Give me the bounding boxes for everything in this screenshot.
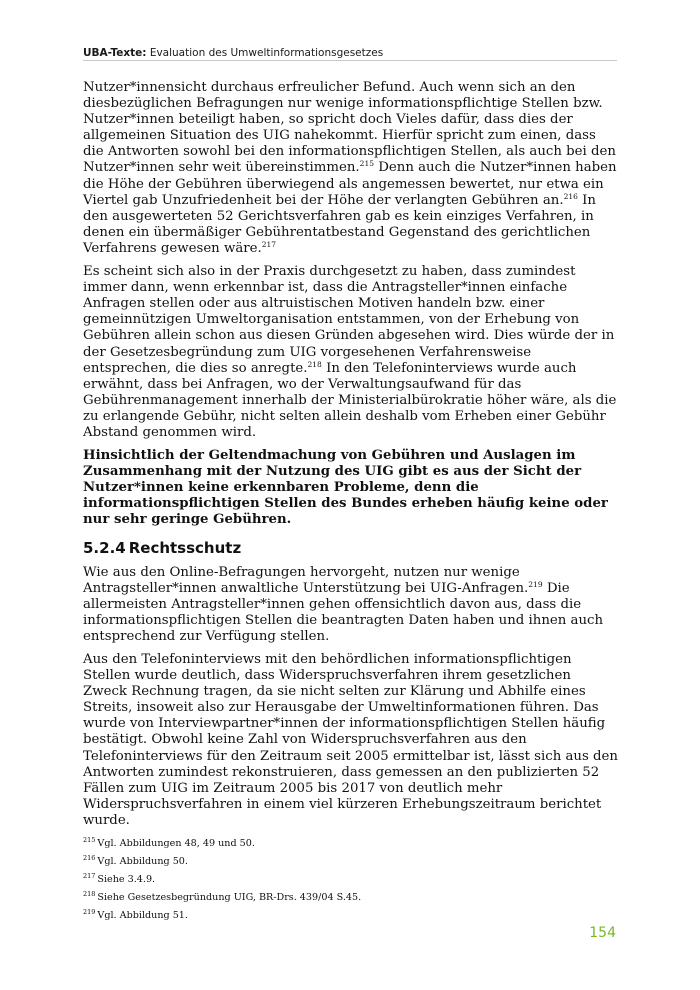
- footnote-219: [83, 909, 619, 927]
- footnote-ref-217: 217: [261, 239, 277, 249]
- header-series: UBA-Texte:: [83, 47, 147, 59]
- header-title: Evaluation des Umweltinformationsgesetzes: [149, 47, 384, 59]
- paragraph-5: Aus den Telefoninterviews mit den behördlichen informationspflichtigen Stellen wurde deutlich, dass Widerspruchsverfahren ihrem gesetzlichen Zweck Rechnung tragen, da sie nicht selten zur Klärung und Abhilfe eines Streits, insoweit also zur Herausgabe der Umweltinformationen führen. Das wurde von Interviewpartner*innen der informationspflichtigen Stellen häufig bestätigt. Obwohl keine Zahl von Widerspruchsverfahren aus den Telefoninterviews für den Zeitraum seit 2005 ermittelbar ist, lässt sich aus den Antworten zumindest rekonstruieren, dass gemessen an den publizierten 52 Fällen zum UIG im Zeitraum 2005 bis 2017 von deutlich mehr Widerspruchsverfahren in einem viel kürzeren Erhebungszeitraum berichtet wurde.: [83, 652, 618, 828]
- paragraph-1-text-b: Denn auch die Nutzer*innen haben die Höhe der Gebühren überwiegend als angemessen bewertet, nur etwa ein Viertel gab Unzufriedenheit bei der Höhe der verlangten Gebühren an.: [83, 160, 617, 208]
- section-number: 5.2.4: [83, 538, 126, 557]
- paragraph-2-text-b: In den Telefoninterviews wurde auch erwähnt, dass bei Anfragen, wo der Verwaltungsaufwand für das Gebührenmanagement innerhalb der Ministerialbürokratie höher wäre, als die zu erlangende Gebühr, nicht selten allein deshalb vom Erheben einer Gebühr Abstand genommen wird.: [83, 360, 617, 440]
- footnote-216: [83, 855, 619, 873]
- page-number: 154: [589, 925, 616, 941]
- footnote-ref-215: 215: [359, 159, 374, 169]
- body-text: [83, 80, 619, 836]
- footnote-text: Siehe 3.4.9.: [97, 874, 156, 885]
- footnote-218: [83, 891, 619, 909]
- section-heading: [83, 539, 619, 558]
- paragraph-4: [83, 565, 619, 645]
- footnote-215: [83, 837, 619, 855]
- footnote-ref-218: 218: [307, 359, 322, 369]
- footnote-number: 215: [83, 836, 96, 844]
- footnote-number: 218: [83, 890, 96, 898]
- running-header: [83, 47, 617, 59]
- footnote-number: 217: [83, 872, 96, 880]
- footnote-text: Vgl. Abbildung 50.: [97, 856, 188, 867]
- paragraph-4-text-a: Wie aus den Online-Befragungen hervorgeht, nutzen nur wenige Antragsteller*innen anwaltliche Unterstützung bei UIG-Anfragen.: [83, 564, 529, 596]
- footnote-number: 216: [83, 854, 96, 862]
- footnote-ref-216: 216: [563, 191, 578, 201]
- summary-paragraph: Hinsichtlich der Geltendmachung von Gebühren und Auslagen im Zusammenhang mit der Nutzung des UIG gibt es aus der Sicht der Nutzer*innen keine erkennbaren Probleme, denn die informationspflichtigen Stellen des Bundes erheben häufig keine oder nur sehr geringe Gebühren.: [83, 448, 608, 528]
- paragraph-4-text-b: Die allermeisten Antragsteller*innen gehen offensichtlich davon aus, dass die informationspflichtigen Stellen die beantragten Daten haben und ihnen auch entsprechend zur Verfügung stellen.: [83, 580, 604, 644]
- header-rule: [83, 60, 617, 61]
- paragraph-2-text-a: Es scheint sich also in der Praxis durchgesetzt zu haben, dass zumindest immer dann, wenn erkennbar ist, dass die Antragsteller*innen einfache Anfragen stellen oder aus altruistischen Motiven handeln bzw. einer gemeinnützigen Umweltorganisation entstammen, von der Erhebung von Gebühren allein schon aus diesen Gründen abgesehen wird. Dies würde der in der Gesetzesbegründung zum UIG vorgesehenen Verfahrensweise entsprechen, die dies so anregte.: [83, 264, 615, 376]
- paragraph-1-text-c: In den ausgewerteten 52 Gerichtsverfahren gab es kein einziges Verfahren, in denen ein übermäßiger Gebührentatbestand Gegenstand des gerichtlichen Verfahrens gewesen wäre.: [83, 192, 596, 256]
- footnotes: [83, 837, 619, 927]
- paragraph-1: [83, 80, 619, 257]
- paragraph-1-text-a: Nutzer*innensicht durchaus erfreulicher Befund. Auch wenn sich an den diesbezüglichen Befragungen nur wenige informationspflichtige Stellen bzw. Nutzer*innen beteiligt haben, so spricht doch Vieles dafür, dass dies der allgemeinen Situation des UIG nahekommt. Hierfür spricht zum einen, dass die Antworten sowohl bei den informationspflichtigen Stellen, als auch bei den Nutzer*innen sehr weit übereinstimmen.: [83, 80, 616, 176]
- paragraph-2: [83, 264, 619, 441]
- footnote-ref-219: 219: [528, 579, 543, 589]
- footnote-number: 219: [83, 908, 96, 916]
- footnote-text: Vgl. Abbildung 51.: [97, 910, 188, 921]
- footnote-217: [83, 873, 619, 891]
- footnote-text: Vgl. Abbildungen 48, 49 und 50.: [97, 838, 255, 849]
- section-title: Rechtsschutz: [128, 538, 242, 557]
- footnote-text: Siehe Gesetzesbegründung UIG, BR-Drs. 439/04 S.45.: [97, 892, 362, 903]
